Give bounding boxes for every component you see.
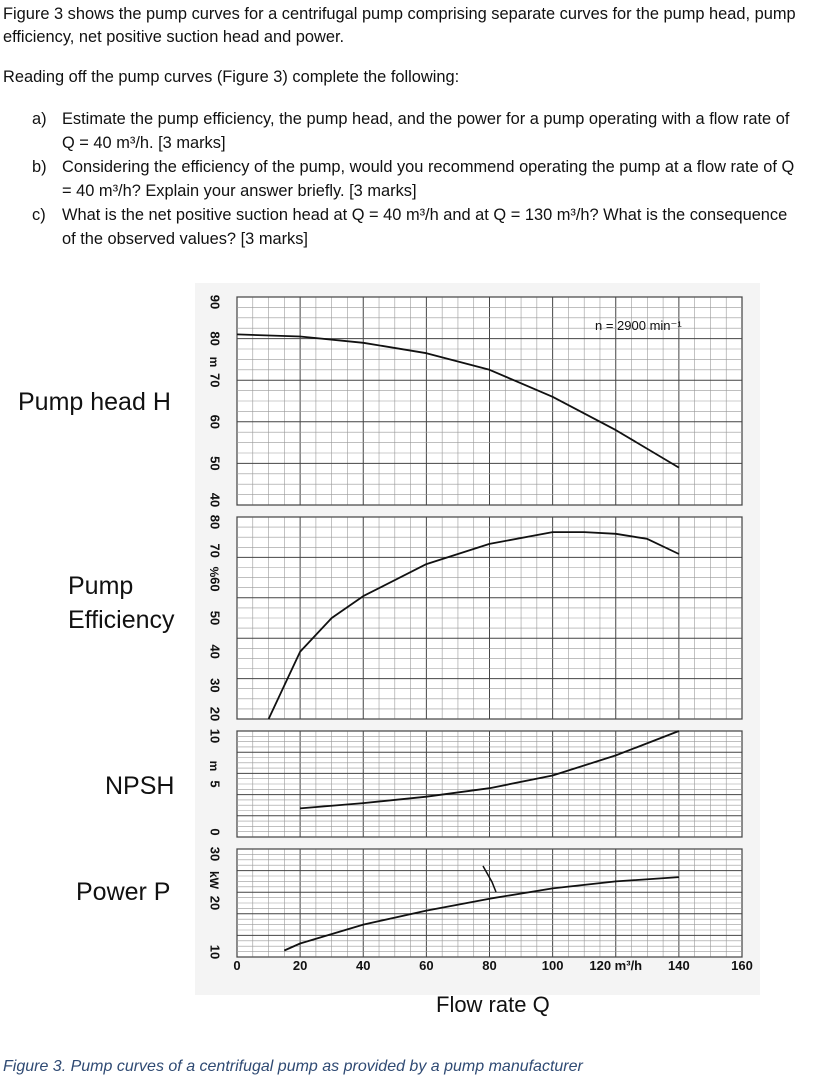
y-tick-label: 30 — [207, 846, 223, 862]
y-tick-label: 40 — [207, 644, 223, 659]
y-tick-label: 60 — [207, 414, 223, 430]
y-tick-label: 0 — [207, 828, 223, 836]
question-label: a) — [32, 110, 47, 128]
x-tick-label: 100 — [541, 958, 564, 973]
label-layer — [18, 388, 175, 906]
y-tick-label: 60 — [207, 577, 223, 592]
x-tick-label: 40 — [356, 958, 371, 973]
instruction-paragraph: Reading off the pump curves (Figure 3) complete the following: — [3, 68, 460, 86]
x-tick-label: 160 — [731, 958, 753, 973]
y-tick-label: 5 — [207, 780, 223, 788]
y-unit-label: m — [206, 760, 221, 772]
panel-grid — [237, 731, 742, 837]
y-tick-label: 10 — [207, 944, 223, 960]
y-tick-label: 80 — [207, 331, 223, 346]
x-tick-label: 0 — [233, 958, 241, 973]
y-tick-label: 80 — [207, 514, 223, 530]
y-tick-label: 50 — [207, 456, 223, 471]
question-text: Estimate the pump efficiency, the pump head, and the power for a pump operating with a flow rate of Q = 40 m³/h. [3 marks] — [62, 110, 790, 152]
y-tick-label: 90 — [207, 294, 223, 310]
y-unit-label: % — [206, 566, 221, 578]
question-label: c) — [32, 206, 46, 224]
panel-label: NPSH — [105, 772, 175, 800]
x-tick-label: 140 — [668, 958, 690, 973]
y-tick-label: 30 — [207, 678, 223, 693]
x-tick-label: 80 — [482, 958, 497, 973]
y-tick-label: 10 — [207, 728, 223, 744]
x-tick-label: 60 — [419, 958, 434, 973]
y-tick-label: 70 — [207, 372, 223, 388]
figure-caption: Figure 3. Pump curves of a centrifugal pump as provided by a pump manufacturer — [3, 1058, 583, 1075]
y-unit-label: m — [206, 356, 221, 368]
panel-label: Pump — [68, 572, 134, 600]
question-label: b) — [32, 158, 47, 176]
question-text: Considering the efficiency of the pump, would you recommend operating the pump at a flow rate of Q = 40 m³/h? Explain your answer briefly. [3 marks] — [62, 158, 795, 200]
x-tick-label: 120 m³/h — [589, 958, 643, 973]
intro-paragraph: Figure 3 shows the pump curves for a centrifugal pump comprising separate curves for the pump head, pump efficiency, net positive suction head and power. — [3, 5, 796, 46]
panel-label: Power P — [76, 878, 171, 906]
y-unit-label: kW — [206, 871, 221, 889]
x-axis-title: Flow rate Q — [436, 992, 550, 1017]
y-tick-label: 20 — [207, 706, 223, 722]
x-tick-label: 20 — [292, 958, 308, 973]
speed-label: n = 2900 min⁻¹ — [595, 318, 682, 333]
question-text: What is the net positive suction head at Q = 40 m³/h and at Q = 130 m³/h? What is the consequence of the observed values? [3 marks] — [62, 206, 788, 248]
panel-label: Pump head H — [18, 388, 171, 416]
y-tick-label: 50 — [207, 610, 223, 626]
grid-layer — [237, 297, 742, 957]
y-tick-label: 70 — [207, 543, 223, 558]
panel-label: Efficiency — [68, 606, 175, 634]
panel-grid — [237, 849, 742, 957]
y-tick-label: 20 — [207, 895, 223, 911]
pump-curves-figure — [0, 280, 834, 1050]
y-tick-label: 40 — [207, 492, 223, 508]
